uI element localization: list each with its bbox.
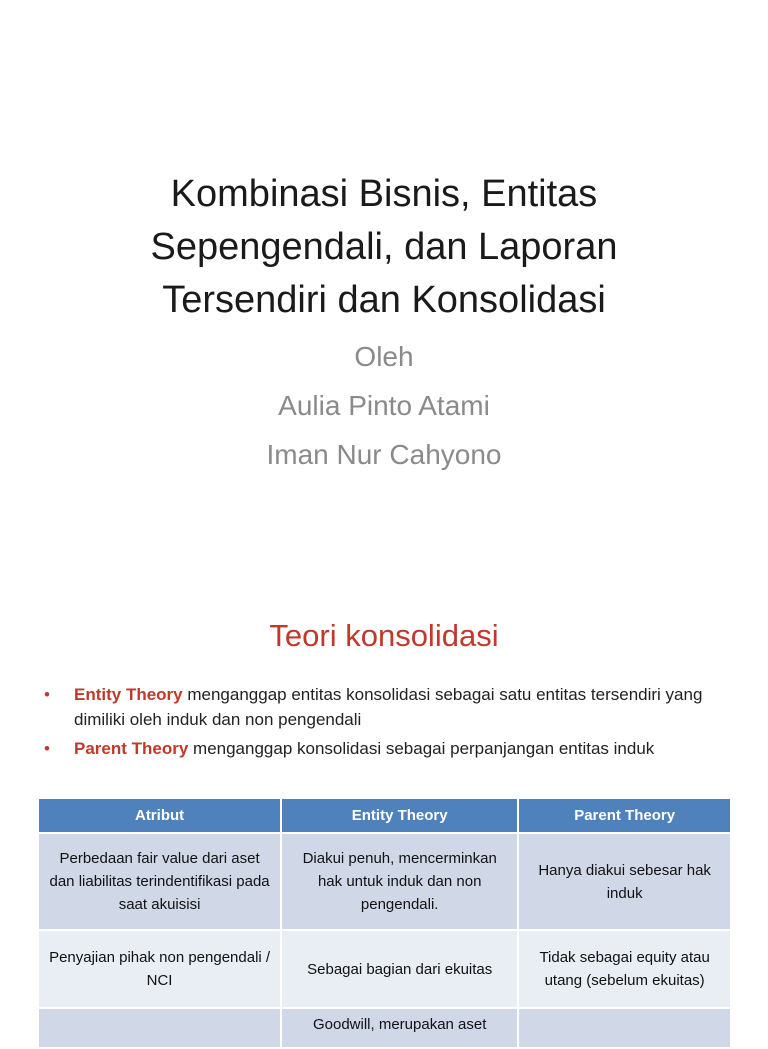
column-header-parent-theory: Parent Theory: [518, 798, 731, 833]
bullet-text: menganggap entitas konsolidasi sebagai satu entitas tersendiri yang dimiliki oleh induk dan non pengendali: [74, 685, 703, 729]
author-line: Aulia Pinto Atami: [278, 390, 490, 421]
table-row: [38, 833, 731, 930]
table-cell: Perbedaan fair value dari aset dan liabilitas terindentifikasi pada saat akuisisi: [38, 833, 281, 930]
author-line: Oleh: [354, 341, 414, 372]
title-line: Sepengendali, dan Laporan: [150, 226, 618, 268]
table-cell: Diakui penuh, mencerminkan hak untuk induk dan non pengendali.: [281, 833, 518, 930]
title-line: Kombinasi Bisnis, Entitas: [170, 173, 598, 215]
table-header-row: [38, 798, 731, 833]
table-cell: [518, 1008, 731, 1048]
column-header-entity-theory: Entity Theory: [281, 798, 518, 833]
presentation-title: [60, 168, 708, 327]
table-cell: Penyajian pihak non pengendali / NCI: [38, 930, 281, 1008]
bullet-term: Entity Theory: [74, 685, 183, 704]
table-row: [38, 1008, 731, 1048]
author-line: Iman Nur Cahyono: [266, 439, 502, 470]
bullet-item-entity-theory: [44, 682, 704, 732]
author-block: [60, 332, 708, 479]
title-line: Tersendiri dan Konsolidasi: [162, 279, 606, 321]
table-cell: Sebagai bagian dari ekuitas: [281, 930, 518, 1008]
table-cell: Tidak sebagai equity atau utang (sebelum ekuitas): [518, 930, 731, 1008]
bullet-term: Parent Theory: [74, 739, 189, 758]
bullet-text: menganggap konsolidasi sebagai perpanjangan entitas induk: [188, 739, 655, 758]
column-header-atribut: Atribut: [38, 798, 281, 833]
table-row: [38, 930, 731, 1008]
section-title: Teori konsolidasi: [269, 618, 499, 653]
theory-bullet-list: [44, 682, 704, 765]
table-cell: [38, 1008, 281, 1048]
table-cell: Goodwill, merupakan aset: [281, 1008, 518, 1048]
table-cell: Hanya diakui sebesar hak induk: [518, 833, 731, 930]
bullet-item-parent-theory: [44, 736, 704, 761]
comparison-table: [37, 797, 732, 1049]
